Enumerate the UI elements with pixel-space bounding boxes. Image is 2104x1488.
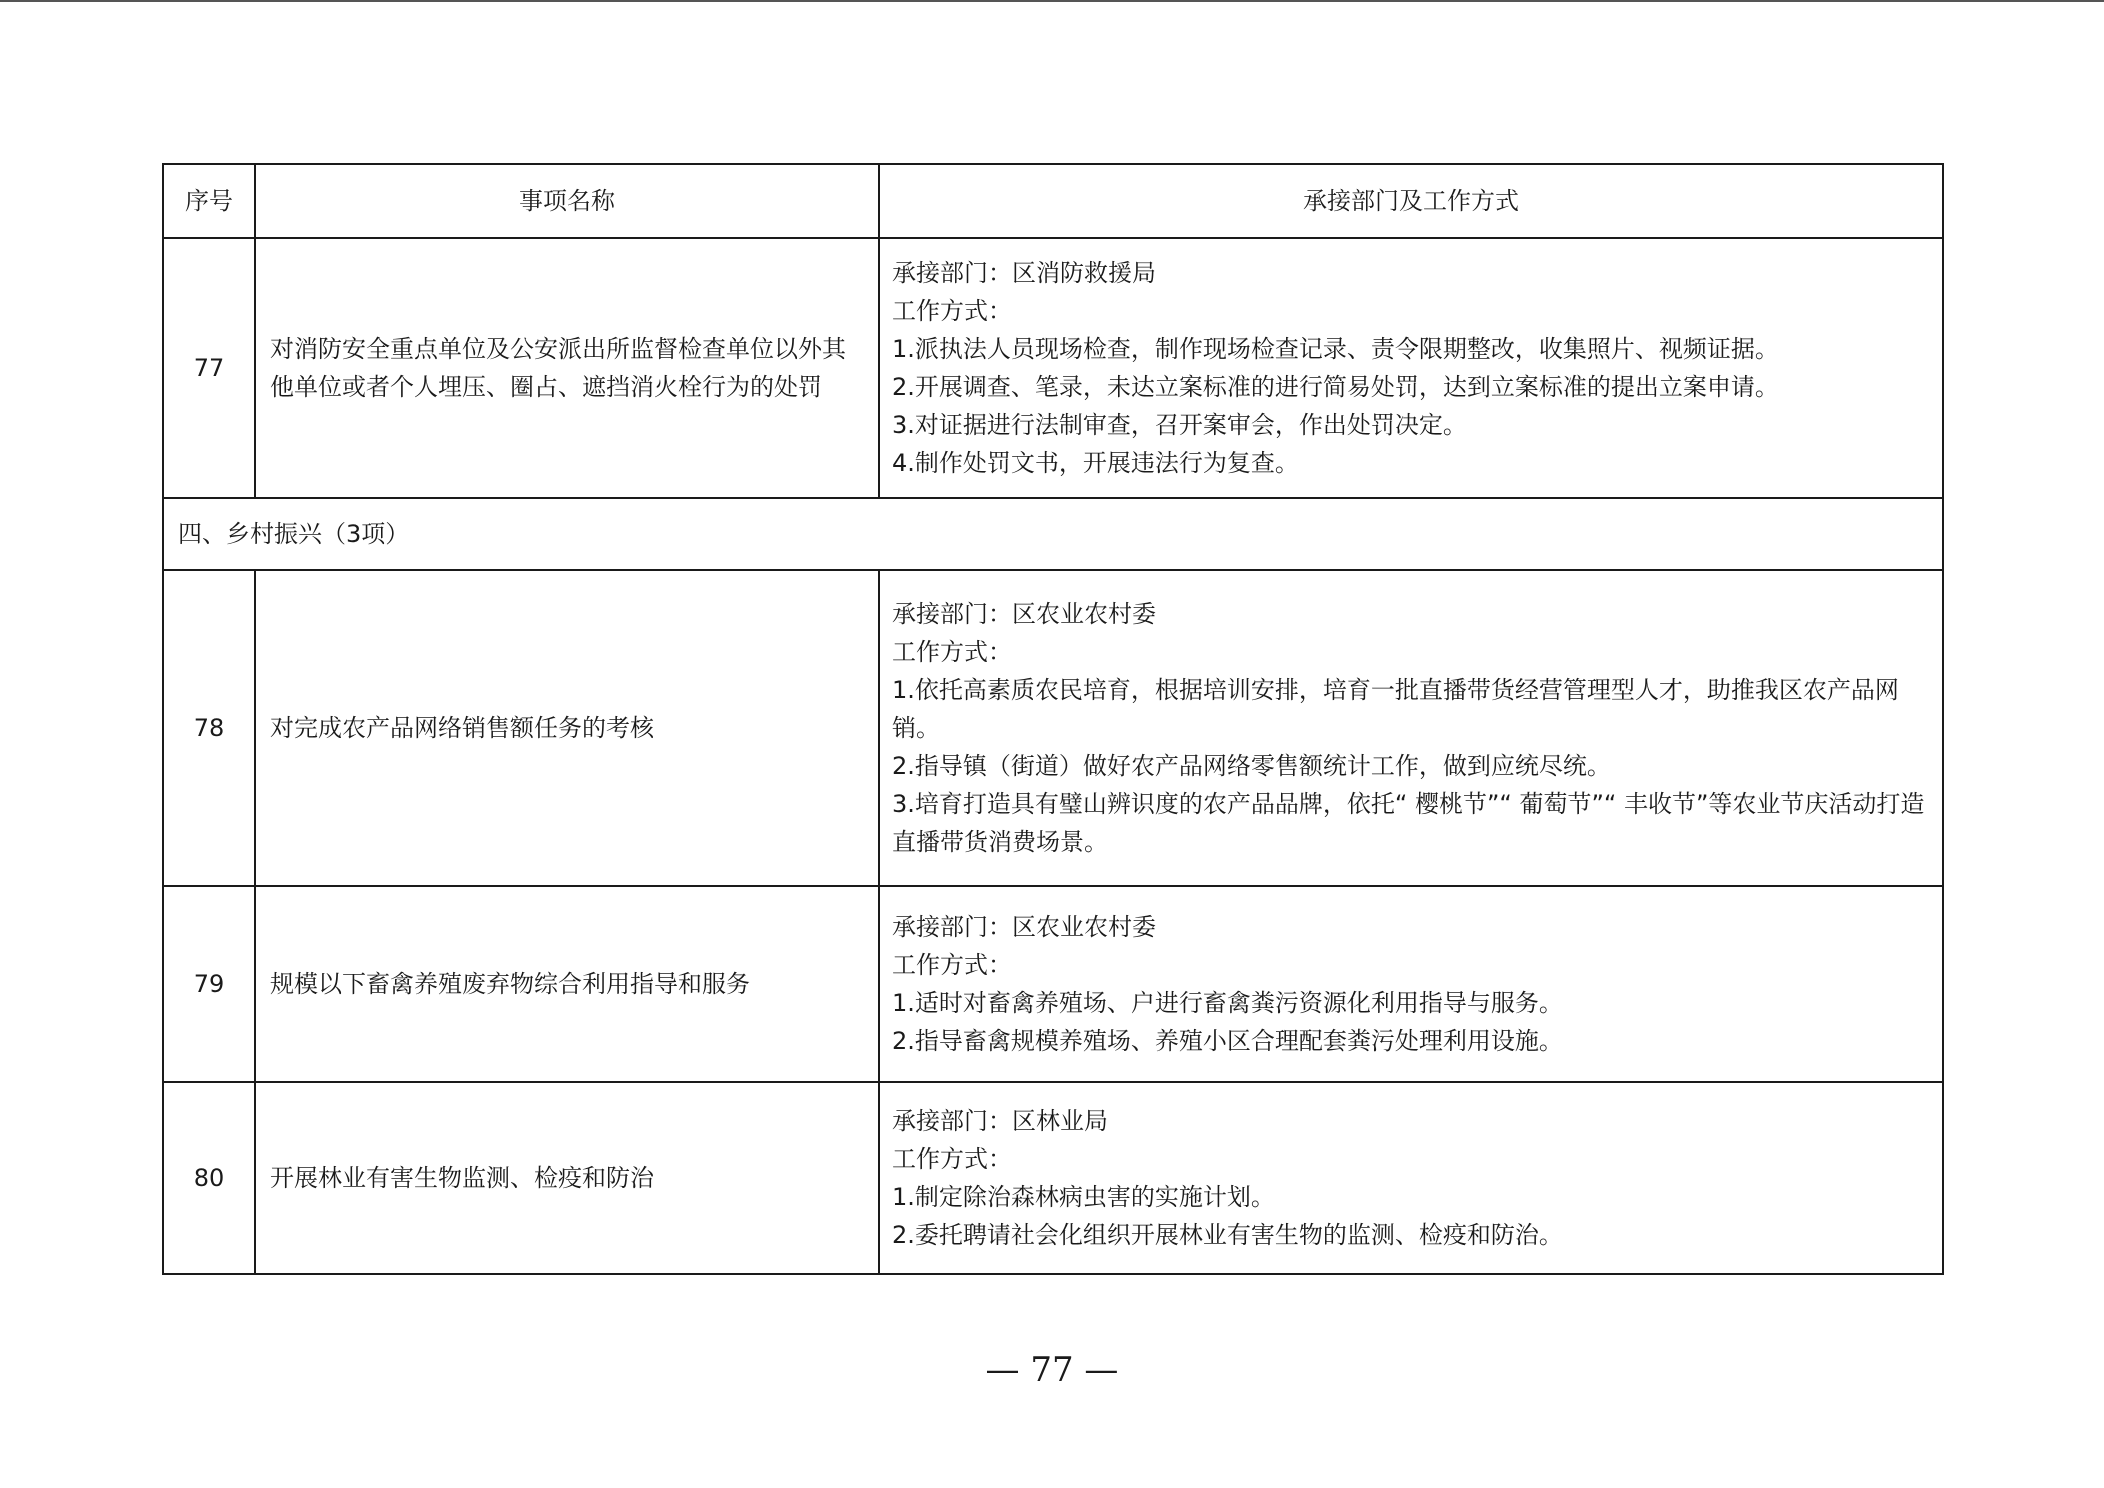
page-number: — 77 — bbox=[985, 1350, 1119, 1390]
row-number: 77 bbox=[163, 238, 255, 498]
method-step: 1.适时对畜禽养殖场、户进行畜禽粪污资源化利用指导与服务。 bbox=[892, 989, 1563, 1017]
dept-line: 承接部门：区消防救援局 bbox=[892, 259, 1156, 287]
method-step: 3.培育打造具有璧山辨识度的农产品品牌，依托“ 樱桃节”“ 葡萄节”“ 丰收节”等农业节庆活动打造直播带货消费场景。 bbox=[892, 790, 1925, 856]
row-number: 78 bbox=[163, 570, 255, 886]
method-step: 2.指导镇（街道）做好农产品网络零售额统计工作，做到应统尽统。 bbox=[892, 752, 1611, 780]
method-step: 2.委托聘请社会化组织开展林业有害生物的监测、检疫和防治。 bbox=[892, 1221, 1563, 1249]
item-name: 对完成农产品网络销售额任务的考核 bbox=[255, 570, 879, 886]
header-name: 事项名称 bbox=[255, 164, 879, 238]
item-name: 对消防安全重点单位及公安派出所监督检查单位以外其他单位或者个人埋压、圈占、遮挡消火栓行为的处罚 bbox=[255, 238, 879, 498]
method-step: 1.派执法人员现场检查，制作现场检查记录、责令限期整改，收集照片、视频证据。 bbox=[892, 335, 1779, 363]
method-label: 工作方式： bbox=[892, 297, 1012, 325]
method-step: 2.指导畜禽规模养殖场、养殖小区合理配套粪污处理利用设施。 bbox=[892, 1027, 1563, 1055]
table-row bbox=[163, 238, 1943, 498]
method-step: 2.开展调查、笔录，未达立案标准的进行简易处罚，达到立案标准的提出立案申请。 bbox=[892, 373, 1779, 401]
dept-method bbox=[879, 886, 1943, 1082]
item-name: 规模以下畜禽养殖废弃物综合利用指导和服务 bbox=[255, 886, 879, 1082]
header-dept: 承接部门及工作方式 bbox=[879, 164, 1943, 238]
items-table bbox=[162, 163, 1944, 1275]
method-step: 4.制作处罚文书，开展违法行为复查。 bbox=[892, 449, 1299, 477]
table-row bbox=[163, 570, 1943, 886]
row-number: 79 bbox=[163, 886, 255, 1082]
section-title: 四、乡村振兴（3项） bbox=[163, 498, 1943, 570]
method-label: 工作方式： bbox=[892, 638, 1012, 666]
header-no: 序号 bbox=[163, 164, 255, 238]
table-header-row bbox=[163, 164, 1943, 238]
method-step: 3.对证据进行法制审查，召开案审会，作出处罚决定。 bbox=[892, 411, 1467, 439]
method-step: 1.制定除治森林病虫害的实施计划。 bbox=[892, 1183, 1275, 1211]
dept-line: 承接部门：区农业农村委 bbox=[892, 913, 1156, 941]
item-name: 开展林业有害生物监测、检疫和防治 bbox=[255, 1082, 879, 1274]
table-row bbox=[163, 886, 1943, 1082]
top-border-line bbox=[0, 0, 2104, 2]
section-row bbox=[163, 498, 1943, 570]
dept-method bbox=[879, 238, 1943, 498]
method-step: 1.依托高素质农民培育，根据培训安排，培育一批直播带货经营管理型人才，助推我区农产品网销。 bbox=[892, 676, 1899, 742]
dept-line: 承接部门：区林业局 bbox=[892, 1107, 1108, 1135]
method-label: 工作方式： bbox=[892, 1145, 1012, 1173]
dept-method bbox=[879, 1082, 1943, 1274]
row-number: 80 bbox=[163, 1082, 255, 1274]
table-row bbox=[163, 1082, 1943, 1274]
method-label: 工作方式： bbox=[892, 951, 1012, 979]
dept-line: 承接部门：区农业农村委 bbox=[892, 600, 1156, 628]
dept-method bbox=[879, 570, 1943, 886]
